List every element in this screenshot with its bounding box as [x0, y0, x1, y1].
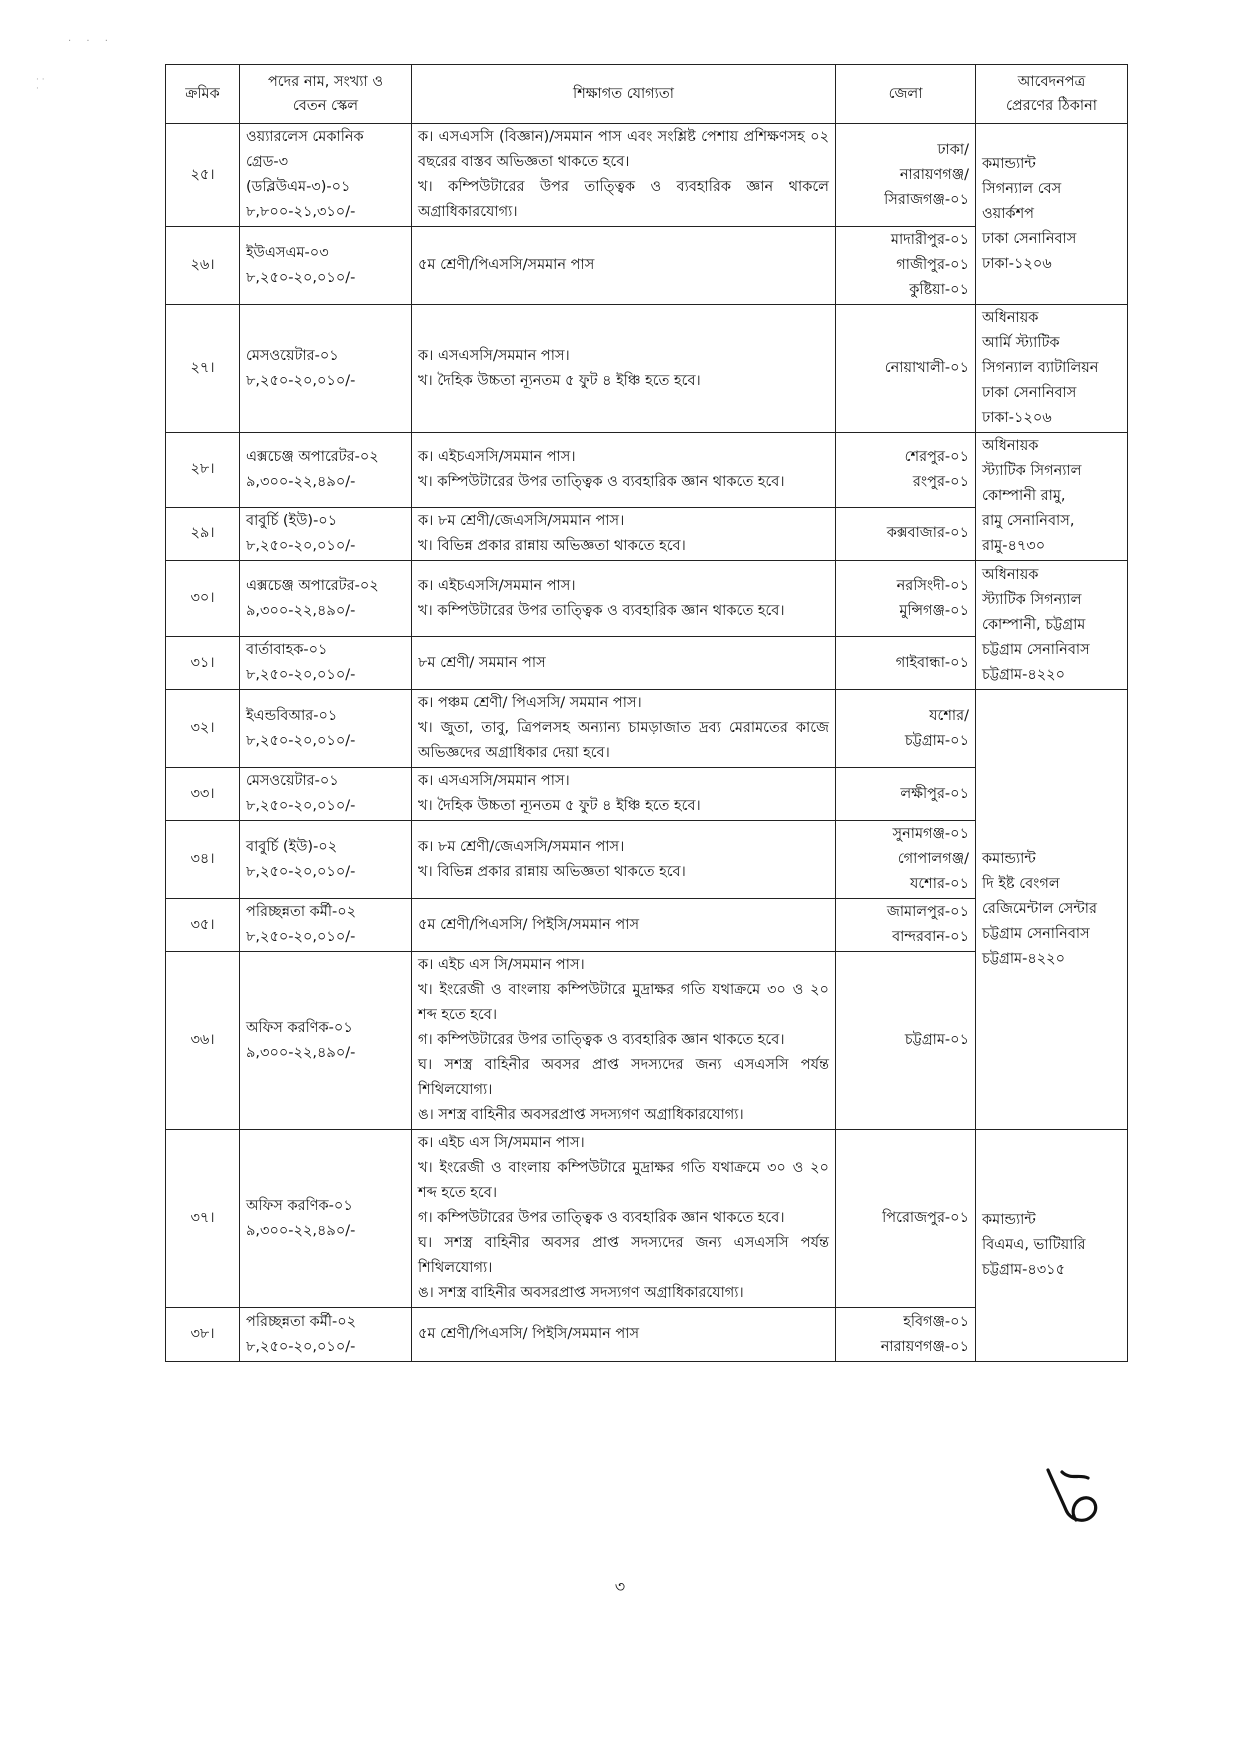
post-cell [240, 507, 412, 560]
address-cell-line: ঢাকা সেনানিবাস [982, 230, 1077, 247]
qualification-cell-line: খ। দৈহিক উচ্চতা ন্যূনতম ৫ ফুট ৪ ইঞ্চি হতে হবে। [418, 372, 701, 389]
post-cell-line: ইউএসএম-০৩ [246, 244, 329, 261]
qualification-cell-line: ক। এসএসসি (বিজ্ঞান)/সমমান পাস এবং সংশ্লিষ্ট পেশায় প্রশিক্ষণসহ ০২ বছরের বাস্তব অভিজ্ঞতা থাকতে হবে। [418, 129, 829, 170]
qualification-cell-line: ৮ম শ্রেণী/ সমমান পাস [418, 654, 546, 671]
district-cell [836, 124, 976, 227]
qualification-cell-line: ক। এইচ এস সি/সমমান পাস। [418, 957, 585, 973]
post-cell-line: ৮,৮০০-২১,৩১০/- [246, 204, 356, 220]
header-qualification: শিক্ষাগত যোগ্যতা [412, 65, 836, 124]
district-cell-line: মাদারীপুর-০১ [890, 232, 969, 248]
qualification-cell-line: খ। কম্পিউটারের উপর তাত্ত্বিক ও ব্যবহারিক জ্ঞান থাকলে অগ্রাধিকারযোগ্য। [418, 179, 829, 220]
address-cell [976, 1130, 1128, 1362]
district-cell-line: পিরোজপুর-০১ [882, 1210, 969, 1226]
qualification-cell-line: গ। কম্পিউটারের উপর তাত্ত্বিক ও ব্যবহারিক জ্ঞান থাকতে হবে। [418, 1032, 785, 1048]
post-cell-line: ৮,২৫০-২০,০১০/- [246, 732, 356, 749]
qualification-cell [412, 1308, 836, 1362]
qualification-cell-line: খ। বিভিন্ন প্রকার রান্নায় অভিজ্ঞতা থাকতে হবে। [418, 537, 686, 554]
qualification-cell-line: ক। এইচ এস সি/সমমান পাস। [418, 1135, 585, 1151]
district-cell [836, 952, 976, 1130]
qualification-cell-line: ৫ম শ্রেণী/পিএসসি/ পিইসি/সমমান পাস [418, 916, 640, 933]
address-cell-line: সিগন্যাল ব্যাটালিয়ন [982, 360, 1099, 376]
district-cell [836, 561, 976, 637]
qualification-cell-line: ঘ। সশস্ত্র বাহিনীর অবসর প্রাপ্ত সদস্যদের জন্য এসএসসি পর্যন্ত শিথিলযোগ্য। [418, 1057, 829, 1098]
post-cell [240, 124, 412, 227]
scan-speck-marks: · · · [68, 36, 114, 47]
address-cell-line: কমান্ড্যান্ট [982, 155, 1036, 172]
post-cell [240, 690, 412, 768]
qualification-cell [412, 227, 836, 305]
qualification-cell-line: খ। ইংরেজী ও বাংলায় কম্পিউটারে মুদ্রাক্ষর গতি যথাক্রমে ৩০ ও ২০ শব্দ হতে হবে। [418, 1160, 829, 1201]
serial-cell: ২৯। [166, 507, 240, 560]
post-cell [240, 305, 412, 433]
qualification-cell [412, 1130, 836, 1308]
qualification-cell-line: খ। দৈহিক উচ্চতা ন্যূনতম ৫ ফুট ৪ ইঞ্চি হতে হবে। [418, 798, 701, 814]
serial-cell: ৩৪। [166, 821, 240, 899]
qualification-cell [412, 952, 836, 1130]
address-cell-line: দি ইষ্ট বেংগল [982, 876, 1060, 892]
address-cell-line: ঢাকা-১২০৬ [982, 255, 1052, 272]
address-cell-line: অধিনায়ক [982, 310, 1039, 326]
district-cell [836, 768, 976, 821]
district-cell-line: হবিগঞ্জ-০১ [903, 1313, 969, 1330]
address-cell [976, 305, 1128, 433]
post-cell-line: ৮,২৫০-২০,০১০/- [246, 372, 356, 389]
qualification-cell [412, 768, 836, 821]
district-cell-line: ঢাকা/ [937, 141, 969, 158]
post-cell-line: গ্রেড-৩ [246, 154, 289, 170]
serial-cell: ২৮। [166, 433, 240, 508]
qualification-cell-line: ক। এসএসসি/সমমান পাস। [418, 347, 570, 364]
serial-cell: ৩১। [166, 637, 240, 690]
address-cell-line: চট্টগ্রাম সেনানিবাস [982, 641, 1090, 658]
district-cell [836, 227, 976, 305]
district-cell-line: নোয়াখালী-০১ [884, 360, 969, 376]
district-cell-line: গাজীপুর-০১ [896, 257, 969, 273]
district-cell-line: নারায়ণগঞ্জ/ [899, 166, 969, 183]
signature-mark [1040, 1466, 1110, 1528]
qualification-cell-line: ক। এসএসসি/সমমান পাস। [418, 773, 570, 789]
qualification-cell-line: খ। কম্পিউটারের উপর তাত্ত্বিক ও ব্যবহারিক জ্ঞান থাকতে হবে। [418, 473, 785, 490]
serial-cell: ৩৬। [166, 952, 240, 1130]
qualification-cell-line: ক। পঞ্চম শ্রেণী/ পিএসসি/ সমমান পাস। [418, 695, 642, 711]
qualification-cell [412, 305, 836, 433]
address-cell-line: অধিনায়ক [982, 566, 1039, 583]
district-cell-line: চট্টগ্রাম-০১ [904, 1032, 969, 1048]
qualification-cell-line: গ। কম্পিউটারের উপর তাত্ত্বিক ও ব্যবহারিক জ্ঞান থাকতে হবে। [418, 1210, 785, 1226]
address-cell-line: কোম্পানী রামু, [982, 488, 1066, 504]
address-cell-line: ওয়ার্কশপ [982, 205, 1034, 222]
district-cell-line: লক্ষীপুর-০১ [900, 785, 969, 802]
post-cell-line: মেসওয়েটার-০১ [246, 773, 339, 789]
table-row [166, 690, 1128, 768]
post-cell-line: এক্সচেঞ্জ অপারেটর-০২ [246, 448, 379, 465]
qualification-cell-line: ক। এইচএসসি/সমমান পাস। [418, 448, 576, 465]
address-cell-line: অধিনায়ক [982, 438, 1039, 454]
qualification-cell-line: খ। ইংরেজী ও বাংলায় কম্পিউটারে মুদ্রাক্ষর গতি যথাক্রমে ৩০ ও ২০ শব্দ হতে হবে। [418, 982, 829, 1023]
district-cell [836, 821, 976, 899]
district-cell-line: বান্দরবান-০১ [892, 929, 969, 945]
post-cell-line: ৮,২৫০-২০,০১০/- [246, 1338, 356, 1355]
address-cell-line: চট্টগ্রাম-৪২২০ [982, 666, 1066, 683]
serial-cell: ৩৮। [166, 1308, 240, 1362]
qualification-cell-line: ৫ম শ্রেণী/পিএসসি/ পিইসি/সমমান পাস [418, 1326, 640, 1342]
district-cell-line: কুষ্টিয়া-০১ [909, 282, 969, 298]
serial-cell: ৩৩। [166, 768, 240, 821]
header-address: আবেদনপত্র প্রেরণের ঠিকানা [976, 65, 1128, 124]
table-row [166, 433, 1128, 508]
qualification-cell-line: ঙ। সশস্ত্র বাহিনীর অবসরপ্রাপ্ত সদস্যগণ অগ্রাধিকারযোগ্য। [418, 1107, 744, 1123]
serial-cell: ২৭। [166, 305, 240, 433]
address-cell-line: রামু-৪৭৩০ [982, 538, 1046, 554]
post-cell-line: ৯,৩০০-২২,৪৯০/- [246, 473, 356, 490]
district-cell-line: শেরপুর-০১ [904, 448, 969, 465]
qualification-cell-line: ৫ম শ্রেণী/পিএসসি/সমমান পাস [418, 257, 595, 273]
post-cell [240, 637, 412, 690]
qualification-cell [412, 433, 836, 508]
post-cell [240, 899, 412, 952]
district-cell-line: সুনামগঞ্জ-০১ [892, 826, 969, 842]
district-cell-line: সিরাজগঞ্জ-০১ [884, 191, 969, 208]
address-cell-line: স্ট্যাটিক সিগন্যাল [982, 463, 1082, 479]
qualification-cell [412, 507, 836, 560]
post-cell [240, 433, 412, 508]
district-cell-line: মুন্সিগঞ্জ-০১ [899, 602, 969, 619]
district-cell [836, 1308, 976, 1362]
district-cell-line: যশোর-০১ [909, 876, 969, 892]
post-cell-line: (ডব্লিউএম-৩)-০১ [246, 179, 351, 195]
header-post: পদের নাম, সংখ্যা ও বেতন স্কেল [240, 65, 412, 124]
serial-cell: ৩৭। [166, 1130, 240, 1308]
district-cell-line: গাইবান্ধা-০১ [895, 654, 969, 671]
district-cell-line: নরসিংদী-০১ [896, 577, 969, 594]
post-cell [240, 1308, 412, 1362]
post-cell-line: পরিচ্ছন্নতা কর্মী-০২ [246, 1313, 357, 1330]
address-cell [976, 690, 1128, 1130]
table-header-row [166, 65, 1128, 124]
post-cell-line: ইএন্ডবিআর-০১ [246, 707, 338, 724]
post-cell-line: পরিচ্ছন্নতা কর্মী-০২ [246, 904, 357, 920]
address-cell-line: ঢাকা সেনানিবাস [982, 385, 1077, 401]
address-cell-line: আর্মি স্ট্যাটিক [982, 335, 1060, 351]
post-cell [240, 1130, 412, 1308]
post-cell-line: অফিস করণিক-০১ [246, 1019, 353, 1036]
post-cell [240, 227, 412, 305]
address-cell-line: চট্টগ্রাম সেনানিবাস [982, 926, 1090, 942]
address-cell-line: বিএমএ, ভাটিয়ারি [982, 1237, 1086, 1253]
qualification-cell-line: ক। ৮ম শ্রেণী/জেএসসি/সমমান পাস। [418, 512, 625, 529]
post-cell-line: ৮,২৫০-২০,০১০/- [246, 537, 356, 554]
scan-speck-marks: · · · [36, 75, 45, 94]
post-cell-line: অফিস করণিক-০১ [246, 1197, 353, 1214]
district-cell-line: চট্টগ্রাম-০১ [904, 732, 969, 749]
qualification-cell-line: খ। কম্পিউটারের উপর তাত্ত্বিক ও ব্যবহারিক জ্ঞান থাকতে হবে। [418, 602, 785, 619]
table-row [166, 305, 1128, 433]
district-cell-line: নারায়ণগঞ্জ-০১ [880, 1338, 969, 1355]
qualification-cell-line: ঘ। সশস্ত্র বাহিনীর অবসর প্রাপ্ত সদস্যদের জন্য এসএসসি পর্যন্ত শিথিলযোগ্য। [418, 1235, 829, 1276]
address-cell-line: ঢাকা-১২০৬ [982, 410, 1052, 426]
serial-cell: ২৫। [166, 124, 240, 227]
serial-cell: ৩২। [166, 690, 240, 768]
header-serial: ক্রমিক [166, 65, 240, 124]
qualification-cell [412, 821, 836, 899]
post-cell-line: ৮,২৫০-২০,০১০/- [246, 929, 356, 945]
qualification-cell-line: খ। জুতা, তাবু, ত্রিপলসহ অন্যান্য চামড়াজাত দ্রব্য মেরামতের কাজে অভিজ্ঞদের অগ্রাধিকার দেয়া হবে। [418, 720, 829, 761]
address-cell-line: রামু সেনানিবাস, [982, 513, 1075, 529]
district-cell [836, 899, 976, 952]
post-cell-line: বাবুর্চি (ইউ)-০২ [246, 838, 338, 855]
address-cell-line: কোম্পানী, চট্টগ্রাম [982, 616, 1086, 633]
address-cell [976, 561, 1128, 690]
address-cell-line: কমান্ড্যান্ট [982, 851, 1036, 867]
district-cell [836, 637, 976, 690]
qualification-cell [412, 637, 836, 690]
post-cell-line: বাবুর্চি (ইউ)-০১ [246, 512, 338, 529]
qualification-cell [412, 561, 836, 637]
post-cell-line: মেসওয়েটার-০১ [246, 347, 339, 364]
post-cell-line: ওয়্যারলেস মেকানিক [246, 129, 364, 145]
post-cell [240, 821, 412, 899]
qualification-cell-line: ঙ। সশস্ত্র বাহিনীর অবসরপ্রাপ্ত সদস্যগণ অগ্রাধিকারযোগ্য। [418, 1285, 744, 1301]
post-cell-line: ৮,২৫০-২০,০১০/- [246, 269, 356, 286]
post-cell-line: ৯,৩০০-২২,৪৯০/- [246, 602, 356, 619]
district-cell [836, 690, 976, 768]
address-cell-line: কমান্ড্যান্ট [982, 1212, 1036, 1228]
address-cell-line: চট্টগ্রাম-৪৩১৫ [982, 1262, 1065, 1278]
district-cell [836, 433, 976, 508]
address-cell [976, 124, 1128, 305]
district-cell [836, 507, 976, 560]
serial-cell: ৩০। [166, 561, 240, 637]
district-cell-line: রংপুর-০১ [912, 473, 969, 490]
table-row [166, 1130, 1128, 1308]
post-cell-line: ৯,৩০০-২২,৪৯০/- [246, 1044, 356, 1061]
page-number: ৩ [614, 1577, 626, 1596]
address-cell-line: চট্টগ্রাম-৪২২০ [982, 951, 1066, 967]
district-cell-line: গোপালগঞ্জ/ [897, 851, 969, 867]
post-cell [240, 768, 412, 821]
post-cell-line: ৮,২৫০-২০,০১০/- [246, 667, 356, 683]
post-cell [240, 561, 412, 637]
qualification-cell [412, 124, 836, 227]
district-cell-line: যশোর/ [929, 707, 969, 724]
table-row [166, 124, 1128, 227]
post-cell-line: ৯,৩০০-২২,৪৯০/- [246, 1222, 356, 1239]
table-row [166, 561, 1128, 637]
district-cell-line: জামালপুর-০১ [886, 904, 969, 920]
district-cell [836, 305, 976, 433]
qualification-cell-line: ক। এইচএসসি/সমমান পাস। [418, 577, 576, 594]
post-cell [240, 952, 412, 1130]
district-cell-line: কক্সবাজার-০১ [886, 525, 969, 542]
post-cell-line: বার্তাবাহক-০১ [246, 642, 328, 658]
post-cell-line: এক্সচেঞ্জ অপারেটর-০২ [246, 577, 379, 594]
post-cell-line: ৮,২৫০-২০,০১০/- [246, 863, 356, 880]
serial-cell: ৩৫। [166, 899, 240, 952]
header-district: জেলা [836, 65, 976, 124]
qualification-cell-line: খ। বিভিন্ন প্রকার রান্নায় অভিজ্ঞতা থাকতে হবে। [418, 863, 686, 880]
address-cell [976, 433, 1128, 561]
serial-cell: ২৬। [166, 227, 240, 305]
job-vacancy-table [165, 64, 1128, 1362]
district-cell [836, 1130, 976, 1308]
address-cell-line: স্ট্যাটিক সিগন্যাল [982, 591, 1082, 608]
qualification-cell [412, 690, 836, 768]
qualification-cell-line: ক। ৮ম শ্রেণী/জেএসসি/সমমান পাস। [418, 838, 625, 855]
qualification-cell [412, 899, 836, 952]
address-cell-line: সিগন্যাল বেস [982, 180, 1062, 197]
post-cell-line: ৮,২৫০-২০,০১০/- [246, 798, 356, 814]
address-cell-line: রেজিমেন্টাল সেন্টার [982, 901, 1097, 917]
